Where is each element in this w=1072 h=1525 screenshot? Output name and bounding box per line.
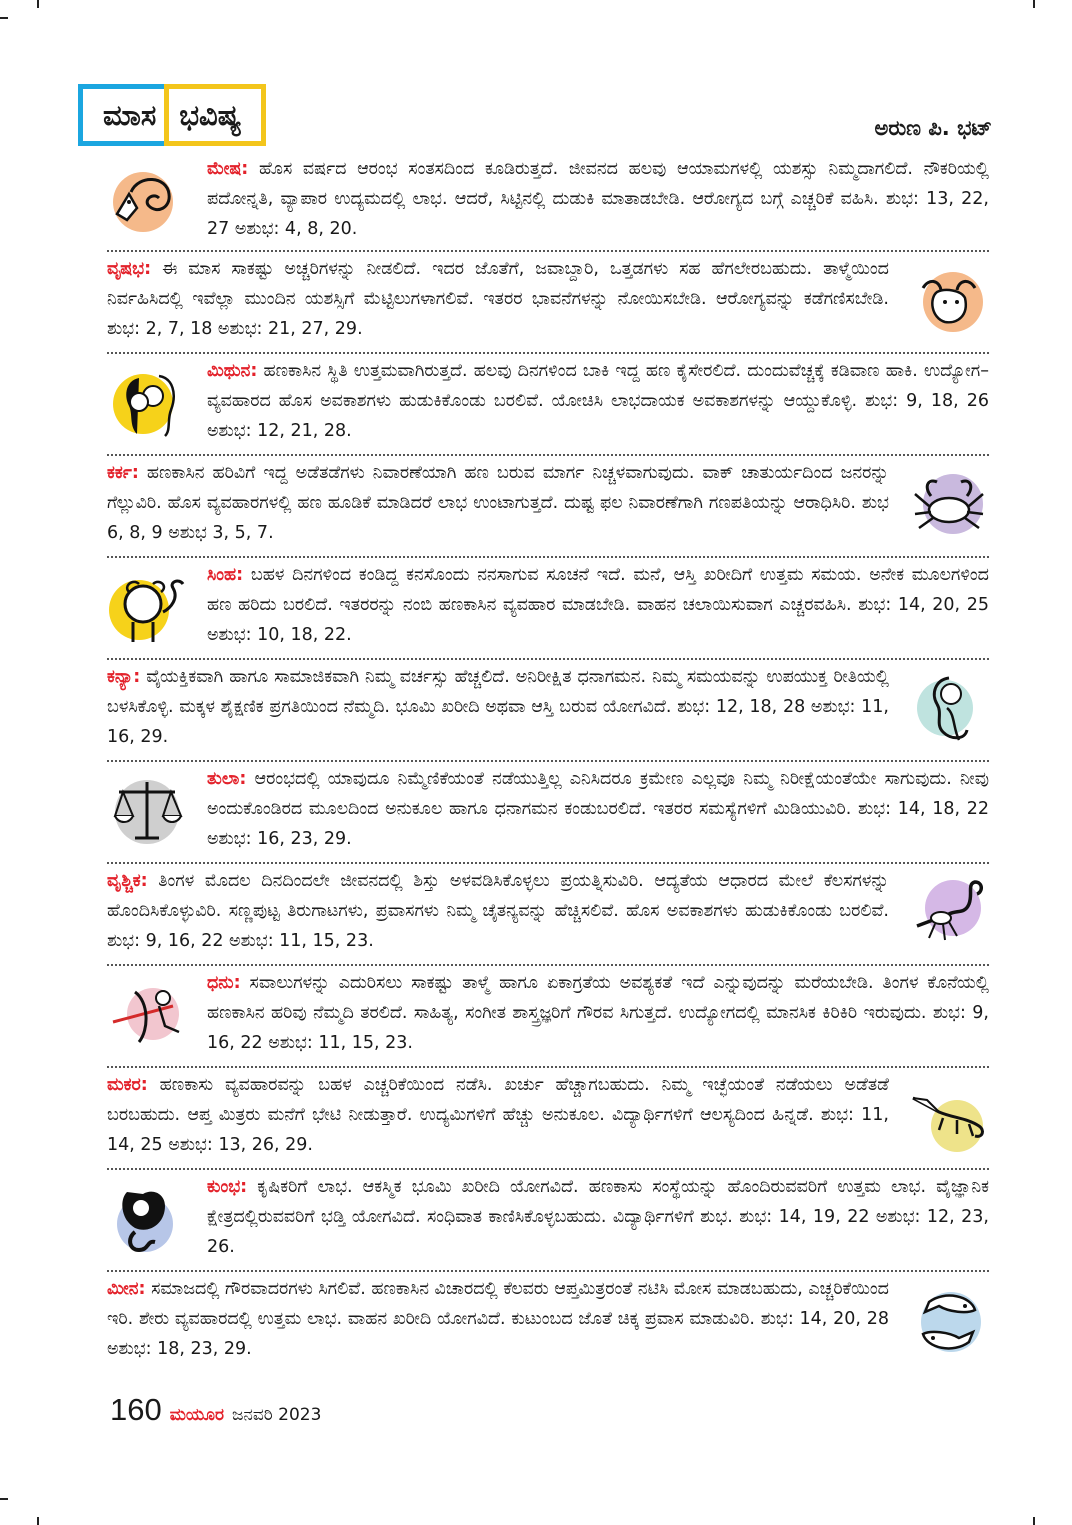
sign-forecast: ಹಣಕಾಸು ವ್ಯವಹಾರವನ್ನು ಬಹಳ ಎಚ್ಚರಿಕೆಯಿಂದ ನಡೆಸಿ. ಖರ್ಚು ಹೆಚ್ಚಾಗಬಹುದು. ನಿಮ್ಮ ಇಚ್ಛೆಯಂತೆ ನಡೆಯಲು ಅಡೆತಡೆ ಬರಬಹುದು. ಆಪ್ತ ಮಿತ್ರರು ಮನೆಗೆ ಭೇಟಿ ನೀಡುತ್ತಾರೆ. ಉದ್ಯಮಿಗಳಿಗೆ ಹೆಚ್ಚು ಅನುಕೂಲ. ವಿದ್ಯಾರ್ಥಿಗಳಿಗೆ ಆಲಸ್ಯದಿಂದ ಹಿನ್ನಡೆ. ಶುಭ: 11, 14, 25 ಅಶುಭ: 13, 26, 29. bbox=[107, 1075, 889, 1155]
sign-name: ವೃಷಭ: bbox=[107, 259, 152, 279]
sign-text bbox=[207, 560, 989, 650]
sign-forecast: ಸವಾಲುಗಳನ್ನು ಎದುರಿಸಲು ಸಾಕಷ್ಟು ತಾಳ್ಮೆ ಹಾಗೂ ಏಕಾಗ್ರತೆಯ ಅವಶ್ಯಕತೆ ಇದೆ ಎನ್ನುವುದನ್ನು ಮರೆಯಬೇಡಿ. ತಿಂಗಳ ಕೊನೆಯಲ್ಲಿ ಹಣಕಾಸಿನ ಹರಿವು ನೆಮ್ಮದಿ ತರಲಿದೆ. ಸಾಹಿತ್ಯ, ಸಂಗೀತ ಶಾಸ್ತ್ರಜ್ಞರಿಗೆ ಗೌರವ ಸಿಗುತ್ತದೆ. ಉದ್ಯೋಗದಲ್ಲಿ ಮಾನಸಿಕ ಕಿರಿಕಿರಿ ಇರುವುದು. ಶುಭ: 9, 16, 22 ಅಶುಭ: 11, 15, 23. bbox=[207, 973, 989, 1053]
sign-forecast: ಬಹಳ ದಿನಗಳಿಂದ ಕಂಡಿದ್ದ ಕನಸೊಂದು ನನಸಾಗುವ ಸೂಚನೆ ಇದೆ. ಮನೆ, ಆಸ್ತಿ ಖರೀದಿಗೆ ಉತ್ತಮ ಸಮಯ. ಅನೇಕ ಮೂಲಗಳಿಂದ ಹಣ ಹರಿದು ಬರಲಿದೆ. ಇತರರನ್ನು ನಂಬಿ ಹಣಕಾಸಿನ ವ್ಯವಹಾರ ಮಾಡಬೇಡಿ. ವಾಹನ ಚಲಾಯಿಸುವಾಗ ಎಚ್ಚರವಹಿಸಿ. ಶುಭ: 14, 20, 25 ಅಶುಭ: 10, 18, 22. bbox=[207, 565, 989, 645]
sign-name: ಮೀನ: bbox=[107, 1279, 146, 1299]
sign-section-vrishchika bbox=[107, 864, 989, 966]
ram-icon bbox=[109, 162, 189, 242]
author-name: ಅರುಣ ಪಿ. ಭಟ್ bbox=[874, 116, 992, 140]
sign-forecast: ವೈಯಕ್ತಿಕವಾಗಿ ಹಾಗೂ ಸಾಮಾಜಿಕವಾಗಿ ನಿಮ್ಮ ವರ್ಚಸ್ಸು ಹೆಚ್ಚಲಿದೆ. ಅನಿರೀಕ್ಷಿತ ಧನಾಗಮನ. ನಿಮ್ಮ ಸಮಯವನ್ನು ಉಪಯುಕ್ತ ರೀತಿಯಲ್ಲಿ ಬಳಸಿಕೊಳ್ಳಿ. ಮಕ್ಕಳ ಶೈಕ್ಷಣಿಕ ಪ್ರಗತಿಯಿಂದ ನೆಮ್ಮದಿ. ಭೂಮಿ ಖರೀದಿ ಅಥವಾ ಆಸ್ತಿ ಬರುವ ಯೋಗವಿದೆ. ಶುಭ: 12, 18, 28 ಅಶುಭ: 11, 16, 29. bbox=[107, 667, 889, 747]
sign-forecast: ಹಣಕಾಸಿನ ಸ್ಥಿತಿ ಉತ್ತಮವಾಗಿರುತ್ತದೆ. ಹಲವು ದಿನಗಳಿಂದ ಬಾಕಿ ಇದ್ದ ಹಣ ಕೈಸೇರಲಿದೆ. ದುಂದುವೆಚ್ಚಕ್ಕೆ ಕಡಿವಾಣ ಹಾಕಿ. ಉದ್ಯೋಗ–ವ್ಯವಹಾರದ ಹೊಸ ಅವಕಾಶಗಳು ಹುಡುಕಿಕೊಂಡು ಬರಲಿವೆ. ಯೋಚಿಸಿ ಲಾಭದಾಯಕ ಅವಕಾಶಗಳನ್ನು ಆಯ್ದುಕೊಳ್ಳಿ. ಶುಭ: 9, 18, 26 ಅಶುಭ: 12, 21, 28. bbox=[207, 361, 989, 441]
archer-icon bbox=[109, 976, 189, 1056]
magazine-logo: ಮಯೂರ bbox=[169, 1405, 224, 1425]
sign-forecast: ತಿಂಗಳ ಮೊದಲ ದಿನದಿಂದಲೇ ಜೀವನದಲ್ಲಿ ಶಿಸ್ತು ಅಳವಡಿಸಿಕೊಳ್ಳಲು ಪ್ರಯತ್ನಿಸುವಿರಿ. ಆದ್ಯತೆಯ ಆಧಾರದ ಮೇಲೆ ಕೆಲಸಗಳನ್ನು ಹೊಂದಿಸಿಕೊಳ್ಳುವಿರಿ. ಸಣ್ಣಪುಟ್ಟ ತಿರುಗಾಟಗಳು, ಪ್ರವಾಸಗಳು ನಿಮ್ಮ ಚೈತನ್ಯವನ್ನು ಹೆಚ್ಚಿಸಲಿವೆ. ಹೊಸ ಅವಕಾಶಗಳು ಹುಡುಕಿಕೊಂಡು ಬರಲಿವೆ. ಶುಭ: 9, 16, 22 ಅಶುಭ: 11, 15, 23. bbox=[107, 871, 889, 951]
page-footer bbox=[110, 1392, 321, 1428]
sign-text bbox=[107, 254, 889, 344]
sign-text bbox=[107, 866, 889, 956]
sign-section-kumbha bbox=[107, 1170, 989, 1272]
bull-icon bbox=[909, 262, 989, 342]
sign-forecast: ಕೃಷಿಕರಿಗೆ ಲಾಭ. ಆಕಸ್ಮಿಕ ಭೂಮಿ ಖರೀದಿ ಯೋಗವಿದೆ. ಹಣಕಾಸು ಸಂಸ್ಥೆಯನ್ನು ಹೊಂದಿರುವವರಿಗೆ ಉತ್ತಮ ಲಾಭ. ವೈಜ್ಞಾನಿಕ ಕ್ಷೇತ್ರದಲ್ಲಿರುವವರಿಗೆ ಭಡ್ತಿ ಯೋಗವಿದೆ. ಸಂಧಿವಾತ ಕಾಣಿಸಿಕೊಳ್ಳಬಹುದು. ವಿದ್ಯಾರ್ಥಿಗಳಿಗೆ ಶುಭ. ಶುಭ: 14, 19, 22 ಅಶುಭ: 12, 23, 26. bbox=[207, 1177, 989, 1257]
sign-forecast: ಸಮಾಜದಲ್ಲಿ ಗೌರವಾದರಗಳು ಸಿಗಲಿವೆ. ಹಣಕಾಸಿನ ವಿಚಾರದಲ್ಲಿ ಕೆಲವರು ಆಪ್ತಮಿತ್ರರಂತೆ ನಟಿಸಿ ಮೋಸ ಮಾಡಬಹುದು, ಎಚ್ಚರಿಕೆಯಿಂದ ಇರಿ. ಶೇರು ವ್ಯವಹಾರದಲ್ಲಿ ಉತ್ತಮ ಲಾಭ. ವಾಹನ ಖರೀದಿ ಯೋಗವಿದೆ. ಕುಟುಂಬದ ಜೊತೆ ಚಿಕ್ಕ ಪ್ರವಾಸ ಮಾಡುವಿರಿ. ಶುಭ: 14, 20, 28 ಅಶುಭ: 18, 23, 29. bbox=[107, 1279, 889, 1359]
sign-name: ಮಕರ: bbox=[107, 1075, 148, 1095]
twins-icon bbox=[109, 364, 189, 444]
sign-name: ಮೇಷ: bbox=[207, 159, 249, 179]
sign-text bbox=[107, 1070, 889, 1160]
sign-section-simha bbox=[107, 558, 989, 660]
sign-text bbox=[207, 1172, 989, 1262]
sign-section-vrishabha bbox=[107, 252, 989, 354]
crop-mark bbox=[37, 0, 39, 8]
crop-mark bbox=[0, 1498, 8, 1500]
title-part-masa: ಮಾಸ bbox=[78, 84, 164, 146]
page-header bbox=[78, 84, 992, 148]
sign-name: ಕರ್ಕ: bbox=[107, 463, 139, 483]
sign-section-tula bbox=[107, 762, 989, 864]
maiden-icon bbox=[909, 670, 989, 750]
sign-name: ಕನ್ಯಾ: bbox=[107, 667, 141, 687]
sign-name: ಸಿಂಹ: bbox=[207, 565, 244, 585]
sign-name: ಮಿಥುನ: bbox=[207, 361, 258, 381]
crop-mark bbox=[0, 17, 8, 19]
crab-icon bbox=[909, 466, 989, 546]
water-pot-icon bbox=[109, 1180, 189, 1260]
sign-text bbox=[107, 458, 889, 548]
sign-section-makara bbox=[107, 1068, 989, 1170]
sign-section-meena bbox=[107, 1272, 989, 1372]
crocodile-icon bbox=[909, 1078, 989, 1158]
sign-forecast: ಈ ಮಾಸ ಸಾಕಷ್ಟು ಅಚ್ಚರಿಗಳನ್ನು ನೀಡಲಿದೆ. ಇದರ ಜೊತೆಗೆ, ಜವಾಬ್ದಾರಿ, ಒತ್ತಡಗಳು ಸಹ ಹೆಗಲೇರಬಹುದು. ತಾಳ್ಮೆಯಿಂದ ನಿರ್ವಹಿಸಿದಲ್ಲಿ ಇವೆಲ್ಲಾ ಮುಂದಿನ ಯಶಸ್ಸಿಗೆ ಮೆಟ್ಟಿಲುಗಳಾಗಲಿವೆ. ಇತರರ ಭಾವನೆಗಳನ್ನು ನೋಯಿಸಬೇಡಿ. ಆರೋಗ್ಯವನ್ನು ಕಡೆಗಣಿಸಬೇಡಿ. ಶುಭ: 2, 7, 18 ಅಶುಭ: 21, 27, 29. bbox=[107, 259, 889, 339]
sign-section-karka bbox=[107, 456, 989, 558]
sign-section-mesha bbox=[107, 152, 989, 252]
page-number: 160 bbox=[110, 1392, 162, 1427]
crop-mark bbox=[1033, 1517, 1035, 1525]
scorpion-icon bbox=[909, 874, 989, 954]
sign-forecast: ಆರಂಭದಲ್ಲಿ ಯಾವುದೂ ನಿಮ್ಮೆಣಿಕೆಯಂತೆ ನಡೆಯುತ್ತಿಲ್ಲ ಎನಿಸಿದರೂ ಕ್ರಮೇಣ ಎಲ್ಲವೂ ನಿಮ್ಮ ನಿರೀಕ್ಷೆಯಂತೆಯೇ ಸಾಗುವುದು. ನೀವು ಅಂದುಕೊಂಡಿರದ ಮೂಲದಿಂದ ಅನುಕೂಲ ಹಾಗೂ ಧನಾಗಮನ ಕಂಡುಬರಲಿದೆ. ಇತರರ ಸಮಸ್ಯೆಗಳಿಗೆ ಮಿಡಿಯುವಿರಿ. ಶುಭ: 14, 18, 22 ಅಶುಭ: 16, 23, 29. bbox=[207, 769, 989, 849]
issue-month: ಜನವರಿ 2023 bbox=[231, 1405, 322, 1425]
title-part-bhavishya: ಭವಿಷ್ಯ bbox=[164, 84, 266, 146]
sign-forecast: ಹೊಸ ವರ್ಷದ ಆರಂಭ ಸಂತಸದಿಂದ ಕೂಡಿರುತ್ತದೆ. ಜೀವನದ ಹಲವು ಆಯಾಮಗಳಲ್ಲಿ ಯಶಸ್ಸು ನಿಮ್ಮದಾಗಲಿದೆ. ನೌಕರಿಯಲ್ಲಿ ಪದೋನ್ನತಿ, ವ್ಯಾಪಾರ ಉದ್ಯಮದಲ್ಲಿ ಲಾಭ. ಆದರೆ, ಸಿಟ್ಟಿನಲ್ಲಿ ದುಡುಕಿ ಮಾತಾಡಬೇಡಿ. ಆರೋಗ್ಯದ ಬಗ್ಗೆ ಎಚ್ಚರಿಕೆ ವಹಿಸಿ. ಶುಭ: 13, 22, 27 ಅಶುಭ: 4, 8, 20. bbox=[207, 159, 989, 239]
sign-text bbox=[207, 968, 989, 1058]
sign-text bbox=[207, 356, 989, 446]
fish-icon bbox=[909, 1282, 989, 1362]
sign-name: ಧನು: bbox=[207, 973, 241, 993]
sign-text bbox=[207, 154, 989, 244]
page-title bbox=[78, 84, 266, 146]
scales-icon bbox=[109, 772, 189, 852]
sign-text bbox=[107, 1274, 889, 1364]
lion-icon bbox=[109, 568, 189, 648]
crop-mark bbox=[1033, 0, 1035, 8]
sign-name: ಕುಂಭ: bbox=[207, 1177, 248, 1197]
sign-name: ವೃಶ್ಚಿಕ: bbox=[107, 871, 148, 891]
sign-section-mithuna bbox=[107, 354, 989, 456]
sign-section-kanya bbox=[107, 660, 989, 762]
sign-text bbox=[207, 764, 989, 854]
crop-mark bbox=[37, 1517, 39, 1525]
sign-name: ತುಲಾ: bbox=[207, 769, 247, 789]
sign-text bbox=[107, 662, 889, 752]
sign-section-dhanu bbox=[107, 966, 989, 1068]
sign-forecast: ಹಣಕಾಸಿನ ಹರಿವಿಗೆ ಇದ್ದ ಅಡೆತಡೆಗಳು ನಿವಾರಣೆಯಾಗಿ ಹಣ ಬರುವ ಮಾರ್ಗ ನಿಚ್ಚಳವಾಗುವುದು. ವಾಕ್ ಚಾತುರ್ಯದಿಂದ ಜನರನ್ನು ಗೆಲ್ಲುವಿರಿ. ಹೊಸ ವ್ಯವಹಾರಗಳಲ್ಲಿ ಹಣ ಹೂಡಿಕೆ ಮಾಡಿದರೆ ಲಾಭ ಉಂಟಾಗುತ್ತದೆ. ದುಷ್ಟ ಫಲ ನಿವಾರಣೆಗಾಗಿ ಗಣಪತಿಯನ್ನು ಆರಾಧಿಸಿರಿ. ಶುಭ 6, 8, 9 ಅಶುಭ 3, 5, 7. bbox=[107, 463, 889, 543]
